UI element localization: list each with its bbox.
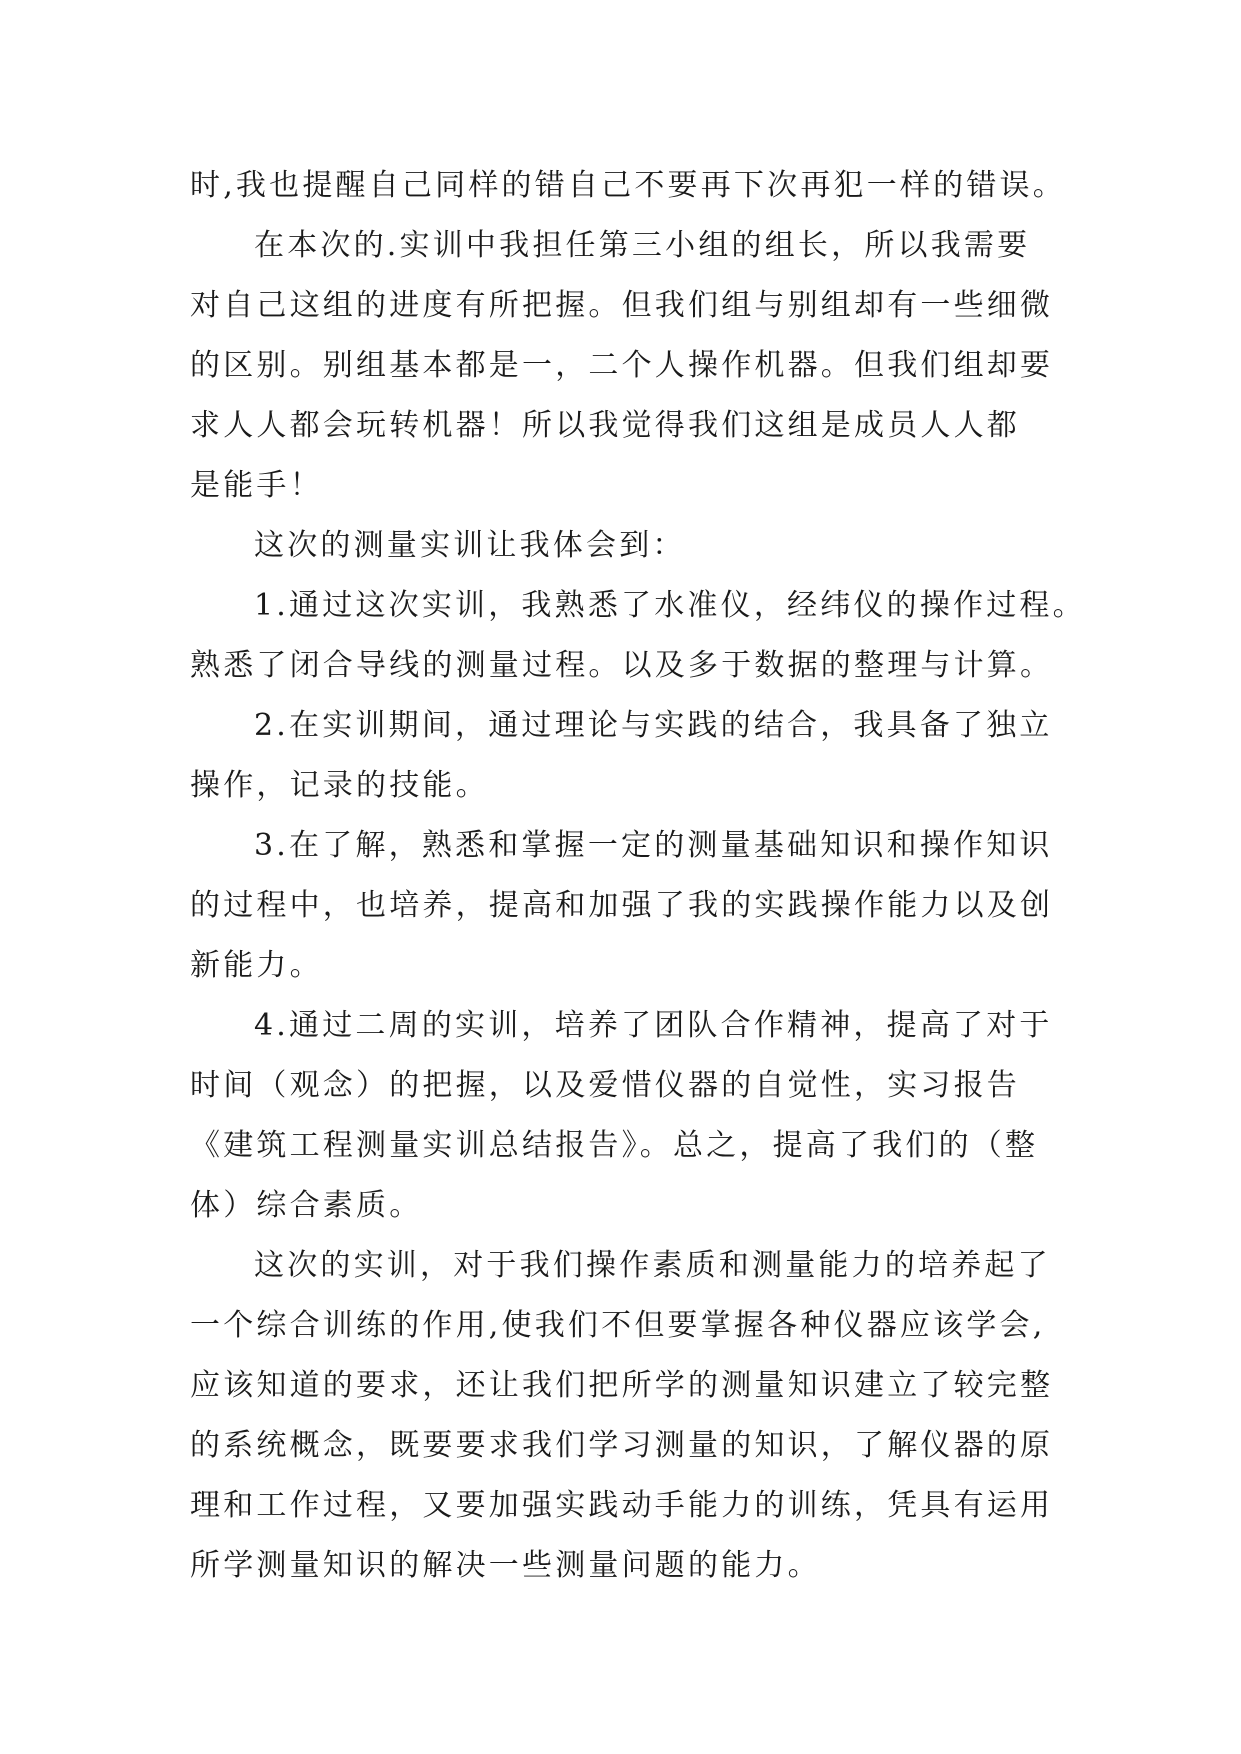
text-line: 新能力。 [190, 948, 323, 983]
text-line: 的过程中，也培养，提高和加强了我的实践操作能力以及创 [190, 888, 1054, 923]
text-line: 体）综合素质。 [190, 1188, 423, 1223]
text-line: 《建筑工程测量实训总结报告》。总之，提高了我们的（整 [190, 1128, 1039, 1163]
text-line: 的区别。别组基本都是一，二个人操作机器。但我们组却要 [190, 348, 1054, 383]
document-body [190, 156, 1090, 1596]
text-line: 1.通过这次实训，我熟悉了水准仪，经纬仪的操作过程。 [254, 588, 1086, 623]
text-line: 4.通过二周的实训，培养了团队合作精神，提高了对于 [254, 1008, 1053, 1043]
text-line: 的系统概念，既要要求我们学习测量的知识，了解仪器的原 [190, 1428, 1054, 1463]
text-line: 熟悉了闭合导线的测量过程。以及多于数据的整理与计算。 [190, 648, 1054, 683]
text-line: 操作，记录的技能。 [190, 768, 489, 803]
text-line: 时,我也提醒自己同样的错自己不要再下次再犯一样的错误。 [190, 168, 1066, 203]
text-line: 应该知道的要求，还让我们把所学的测量知识建立了较完整 [190, 1368, 1054, 1403]
text-line: 2.在实训期间，通过理论与实践的结合，我具备了独立 [254, 708, 1053, 743]
text-line: 是能手！ [190, 468, 323, 503]
text-line: 这次的实训，对于我们操作素质和测量能力的培养起了 [254, 1248, 1051, 1283]
text-line: 3.在了解，熟悉和掌握一定的测量基础知识和操作知识 [254, 828, 1053, 863]
text-line: 在本次的.实训中我担任第三小组的组长，所以我需要 [254, 228, 1031, 263]
text-line: 一个综合训练的作用,使我们不但要掌握各种仪器应该学会, [190, 1308, 1046, 1343]
text-line: 这次的测量实训让我体会到： [254, 528, 686, 563]
text-line: 理和工作过程，又要加强实践动手能力的训练，凭具有运用 [190, 1488, 1054, 1523]
text-line: 对自己这组的进度有所把握。但我们组与别组却有一些细微 [190, 288, 1054, 323]
text-line: 求人人都会玩转机器！所以我觉得我们这组是成员人人都 [190, 408, 1020, 443]
text-line: 时间（观念）的把握，以及爱惜仪器的自觉性，实习报告 [190, 1068, 1020, 1103]
text-line: 所学测量知识的解决一些测量问题的能力。 [190, 1548, 821, 1583]
